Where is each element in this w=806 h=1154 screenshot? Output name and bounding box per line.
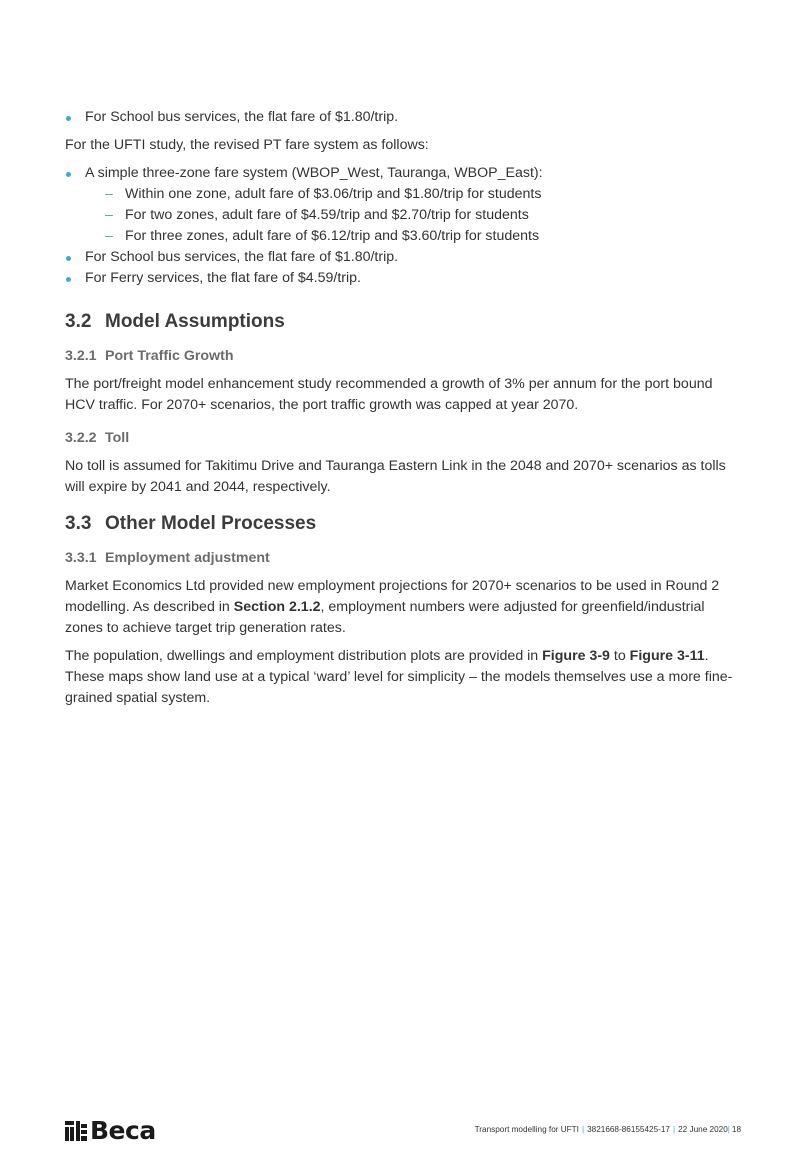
footer-date: 22 June 2020 [678,1125,728,1134]
ufti-intro: For the UFTI study, the revised PT fare system as follows: [65,137,429,153]
section-3-3-heading [65,512,745,536]
section-3-2-2-title: Toll [105,430,130,446]
section-3-2-number: 3.2 [65,311,92,332]
zone-sub-list [85,184,745,247]
ufti-bullet-list [65,163,745,289]
section-3-3-number: 3.3 [65,513,92,534]
footer-doc-info [475,1125,741,1134]
footer-separator: | [672,1125,676,1134]
bullet-zone-system [65,163,745,247]
section-3-2-2-heading [65,428,745,448]
beca-logo-text: Beca [90,1116,156,1145]
section-3-2-title: Model Assumptions [105,311,285,332]
section-3-3-title: Other Model Processes [105,513,317,534]
section-3-2-heading [65,310,745,334]
footer-doc-title: Transport modelling for UFTI [474,1125,579,1134]
section-3-2-1-title: Port Traffic Growth [105,348,234,364]
section-2-1-2-ref: Section 2.1.2 [233,599,321,615]
section-3-3-1-heading [65,548,745,568]
footer-separator: | [727,1125,730,1134]
section-3-2-2-number: 3.2.2 [65,430,97,446]
page-content [65,107,745,709]
bullet-school-bus-ufti: For School bus services, the flat fare of $1.80/trip. [65,247,745,268]
bullet-school-bus: For School bus services, the flat fare of $1.80/trip. [65,107,745,128]
sub-item-three-zones: – For three zones, adult fare of $6.12/trip and $3.60/trip for students [85,226,745,247]
bullet-ferry: For Ferry services, the flat fare of $4.59/trip. [65,268,745,289]
sub-item-one-zone: – Within one zone, adult fare of $3.06/trip and $1.80/trip for students [85,184,745,205]
beca-logo-mark-icon [65,1121,87,1141]
distribution-paragraph [65,646,745,709]
footer-page-number: 18 [731,1125,741,1134]
toll-paragraph: No toll is assumed for Takitimu Drive and Tauranga Eastern Link in the 2048 and 2070+ scenarios as tolls will expire by 2041 and 2044, respectively. [65,458,726,495]
distribution-text-b: . These maps show land use at a typical ‘ward’ level for simplicity – the models themselves use a more fine-grained spatial system. [65,648,733,706]
figure-3-9-ref: Figure 3-9 [542,648,610,664]
figure-3-11-ref: Figure 3-11 [629,648,705,664]
employment-text-a: Market Economics Ltd provided new employment projections for 2070+ scenarios to be used in Round 2 modelling. As described in [65,578,720,615]
distribution-text-a: The population, dwellings and employment distribution plots are provided in [65,648,543,664]
port-growth-paragraph: The port/freight model enhancement study recommended a growth of 3% per annum for the port bound HCV traffic. For 2070+ scenarios, the port traffic growth was capped at year 2070. [65,376,713,413]
employment-paragraph [65,576,745,639]
beca-logo [65,1116,156,1145]
section-3-2-1-heading [65,346,745,366]
distribution-text-mid: to [609,648,630,664]
sub-item-two-zones: – For two zones, adult fare of $4.59/trip and $2.70/trip for students [85,205,745,226]
page-footer [65,1114,741,1154]
section-3-3-1-number: 3.3.1 [65,550,97,566]
footer-separator: | [581,1125,585,1134]
employment-text-b: , employment numbers were adjusted for greenfield/industrial zones to achieve target trip generation rates. [65,599,705,636]
zone-system-text: A simple three-zone fare system (WBOP_West, Tauranga, WBOP_East): [85,165,543,181]
top-bullet-list [65,107,745,128]
section-3-3-1-title: Employment adjustment [105,550,270,566]
section-3-2-1-number: 3.2.1 [65,348,97,364]
footer-doc-number: 3821668-86155425-17 [587,1125,670,1134]
